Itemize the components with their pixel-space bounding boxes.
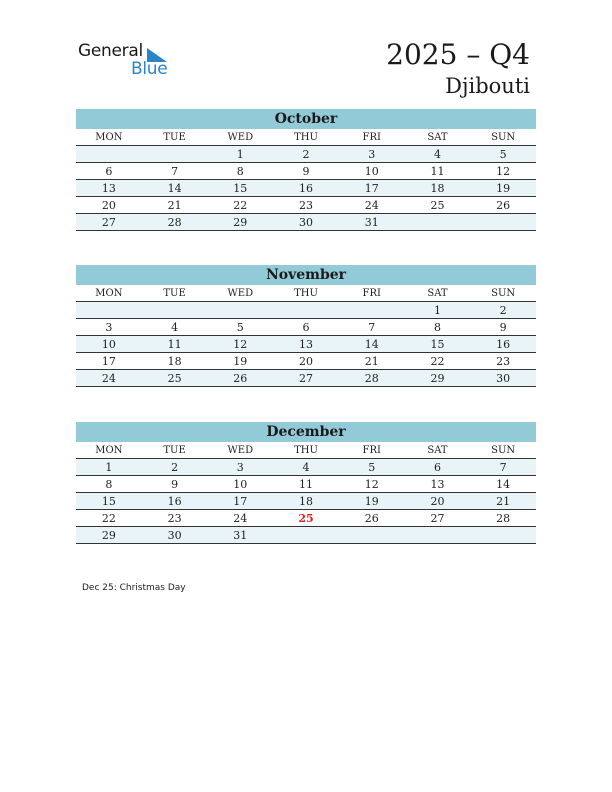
day-cell: 26 <box>496 199 511 212</box>
day-cell: 11 <box>430 165 445 178</box>
day-cell: 25 <box>167 372 182 385</box>
day-cell: 13 <box>101 182 116 195</box>
day-cell: 3 <box>105 321 113 334</box>
day-cell: 7 <box>171 165 179 178</box>
weekday-label: SUN <box>491 132 516 143</box>
day-cell: 20 <box>430 495 445 508</box>
day-cell: 12 <box>233 338 248 351</box>
day-cell <box>142 302 208 318</box>
day-cell: 19 <box>496 182 511 195</box>
day-cell: 16 <box>299 182 314 195</box>
day-cell: 27 <box>430 512 445 525</box>
day-cell: 13 <box>430 478 445 491</box>
day-cell: 22 <box>430 355 445 368</box>
day-cell: 24 <box>101 372 116 385</box>
weekday-label: FRI <box>362 445 381 456</box>
day-cell: 18 <box>299 495 314 508</box>
day-cell: 29 <box>430 372 445 385</box>
day-cell: 27 <box>101 216 116 229</box>
day-cell: 11 <box>167 338 182 351</box>
day-cell: 12 <box>496 165 511 178</box>
day-cell: 14 <box>496 478 511 491</box>
day-cell <box>470 214 536 230</box>
day-cell: 4 <box>433 148 441 161</box>
day-cell: 1 <box>433 304 441 317</box>
weekday-label: SAT <box>427 132 448 143</box>
weekday-label: FRI <box>362 132 381 143</box>
day-cell: 8 <box>105 478 113 491</box>
day-cell: 1 <box>105 461 113 474</box>
day-cell: 18 <box>167 355 182 368</box>
day-cell: 22 <box>101 512 116 525</box>
day-cell: 11 <box>299 478 314 491</box>
day-cell: 8 <box>236 165 244 178</box>
day-cell <box>339 302 405 318</box>
day-cell: 3 <box>368 148 376 161</box>
day-cell <box>405 527 471 543</box>
day-cell: 15 <box>233 182 248 195</box>
day-cell: 4 <box>302 461 310 474</box>
weekday-label: TUE <box>163 132 186 143</box>
week-row <box>76 336 536 353</box>
day-cell: 10 <box>364 165 379 178</box>
day-cell <box>273 302 339 318</box>
logo-text-blue: Blue <box>131 59 168 79</box>
generalblue-logo <box>78 41 178 81</box>
day-cell: 16 <box>496 338 511 351</box>
weekday-label: WED <box>227 132 254 143</box>
week-row <box>76 510 536 527</box>
day-cell: 13 <box>299 338 314 351</box>
day-cell: 9 <box>171 478 179 491</box>
day-cell: 16 <box>167 495 182 508</box>
weekday-row <box>76 285 536 302</box>
day-cell: 6 <box>105 165 113 178</box>
weekday-label: SAT <box>427 288 448 299</box>
day-cell: 29 <box>101 529 116 542</box>
weekday-label: SUN <box>491 288 516 299</box>
day-cell: 10 <box>233 478 248 491</box>
day-cell: 31 <box>233 529 248 542</box>
day-cell <box>207 302 273 318</box>
month-name: December <box>76 422 536 442</box>
day-cell: 17 <box>364 182 379 195</box>
day-cell <box>405 214 471 230</box>
day-cell: 9 <box>499 321 507 334</box>
day-cell: 4 <box>171 321 179 334</box>
page-title: 2025 – Q4 <box>386 38 530 71</box>
country-name: Djibouti <box>445 74 530 98</box>
day-cell: 22 <box>233 199 248 212</box>
week-row <box>76 214 536 231</box>
weekday-label: SAT <box>427 445 448 456</box>
holiday-note: Dec 25: Christmas Day <box>82 583 186 593</box>
day-cell: 28 <box>364 372 379 385</box>
day-cell: 17 <box>101 355 116 368</box>
week-row <box>76 493 536 510</box>
day-cell: 3 <box>236 461 244 474</box>
day-cell: 5 <box>368 461 376 474</box>
day-cell: 20 <box>299 355 314 368</box>
week-row <box>76 302 536 319</box>
month-october <box>76 109 536 231</box>
week-row <box>76 459 536 476</box>
day-cell: 24 <box>364 199 379 212</box>
day-cell: 30 <box>167 529 182 542</box>
day-cell: 9 <box>302 165 310 178</box>
day-cell <box>470 527 536 543</box>
day-cell: 15 <box>101 495 116 508</box>
month-december <box>76 422 536 544</box>
day-cell: 17 <box>233 495 248 508</box>
month-name: October <box>76 109 536 129</box>
day-cell: 21 <box>496 495 511 508</box>
weekday-label: THU <box>294 445 318 456</box>
week-row <box>76 353 536 370</box>
day-cell: 30 <box>496 372 511 385</box>
day-cell: 1 <box>236 148 244 161</box>
day-cell <box>76 302 142 318</box>
day-cell <box>273 527 339 543</box>
weekday-label: MON <box>95 132 123 143</box>
day-cell: 27 <box>299 372 314 385</box>
day-cell <box>142 146 208 162</box>
day-cell: 5 <box>499 148 507 161</box>
weekday-label: THU <box>294 288 318 299</box>
weekday-label: TUE <box>163 445 186 456</box>
day-cell: 28 <box>496 512 511 525</box>
day-cell: 18 <box>430 182 445 195</box>
weekday-label: MON <box>95 445 123 456</box>
day-cell: 5 <box>236 321 244 334</box>
day-cell <box>76 146 142 162</box>
logo-text-general: General <box>78 41 143 61</box>
day-cell: 12 <box>364 478 379 491</box>
weekday-label: MON <box>95 288 123 299</box>
day-cell: 29 <box>233 216 248 229</box>
day-cell: 8 <box>433 321 441 334</box>
holiday-day-cell: 25 <box>298 512 314 525</box>
weekday-label: WED <box>227 288 254 299</box>
day-cell: 2 <box>171 461 179 474</box>
day-cell: 30 <box>299 216 314 229</box>
day-cell: 7 <box>368 321 376 334</box>
week-row <box>76 527 536 544</box>
day-cell: 23 <box>167 512 182 525</box>
week-row <box>76 370 536 387</box>
weekday-label: TUE <box>163 288 186 299</box>
day-cell: 2 <box>499 304 507 317</box>
day-cell: 14 <box>167 182 182 195</box>
weekday-row <box>76 129 536 146</box>
day-cell: 6 <box>302 321 310 334</box>
week-row <box>76 180 536 197</box>
weekday-label: THU <box>294 132 318 143</box>
week-row <box>76 197 536 214</box>
week-row <box>76 163 536 180</box>
weekday-row <box>76 442 536 459</box>
week-row <box>76 319 536 336</box>
day-cell: 6 <box>433 461 441 474</box>
weekday-label: FRI <box>362 288 381 299</box>
day-cell: 26 <box>233 372 248 385</box>
day-cell: 20 <box>101 199 116 212</box>
month-name: November <box>76 265 536 285</box>
day-cell: 24 <box>233 512 248 525</box>
day-cell: 23 <box>299 199 314 212</box>
day-cell: 26 <box>364 512 379 525</box>
month-november <box>76 265 536 387</box>
week-row <box>76 146 536 163</box>
day-cell: 14 <box>364 338 379 351</box>
day-cell: 21 <box>167 199 182 212</box>
day-cell: 15 <box>430 338 445 351</box>
day-cell <box>339 527 405 543</box>
day-cell: 19 <box>364 495 379 508</box>
day-cell: 10 <box>101 338 116 351</box>
day-cell: 21 <box>364 355 379 368</box>
weekday-label: SUN <box>491 445 516 456</box>
day-cell: 25 <box>430 199 445 212</box>
day-cell: 28 <box>167 216 182 229</box>
day-cell: 23 <box>496 355 511 368</box>
day-cell: 31 <box>364 216 379 229</box>
day-cell: 7 <box>499 461 507 474</box>
week-row <box>76 476 536 493</box>
weekday-label: WED <box>227 445 254 456</box>
day-cell: 19 <box>233 355 248 368</box>
day-cell: 2 <box>302 148 310 161</box>
